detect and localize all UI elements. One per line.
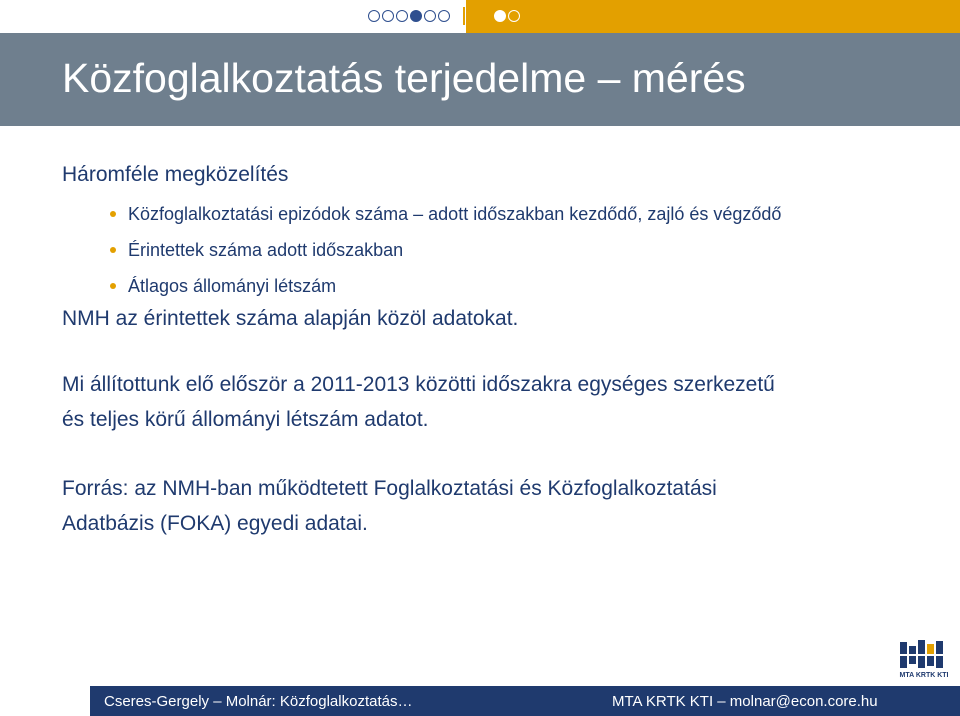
- slide-nav-dot-1[interactable]: [368, 10, 380, 22]
- bullet-icon: [110, 247, 116, 253]
- section-navigation-bar: [466, 0, 960, 33]
- section-navigation[interactable]: [494, 8, 520, 24]
- list-item-text: Átlagos állományi létszám: [128, 276, 337, 296]
- logo-text: MTA KRTK KTI: [899, 672, 949, 679]
- section-nav-dot-2[interactable]: [508, 10, 520, 22]
- slide-nav-dot-3[interactable]: [396, 10, 408, 22]
- bullet-icon: [110, 211, 116, 217]
- top-navigation-bar: [0, 0, 960, 33]
- footer-notch: [0, 686, 90, 716]
- institute-logo: [898, 638, 950, 680]
- slide-nav-dot-5[interactable]: [424, 10, 436, 22]
- slide-nav-dot-4-current[interactable]: [410, 10, 422, 22]
- bullet-icon: [110, 283, 116, 289]
- approach-list: [110, 196, 781, 304]
- logo-icon: [898, 638, 950, 672]
- footer-bar: [0, 686, 960, 716]
- nav-divider: [463, 7, 465, 25]
- slide-nav-dot-2[interactable]: [382, 10, 394, 22]
- nmh-statement: NMH az érintettek száma alapján közöl adatokat.: [62, 307, 519, 330]
- paragraph-line-1: Mi állítottunk elő először a 2011-2013 közötti időszakra egységes szerkezetű: [62, 373, 775, 396]
- title-bar: [0, 33, 960, 126]
- slide-title: Közfoglalkoztatás terjedelme – mérés: [62, 55, 746, 101]
- section-nav-dot-1-current[interactable]: [494, 10, 506, 22]
- slide-nav-dot-6[interactable]: [438, 10, 450, 22]
- list-item: [110, 268, 781, 304]
- source-line-2: Adatbázis (FOKA) egyedi adatai.: [62, 512, 368, 535]
- source-line-1: Forrás: az NMH-ban működtetett Foglalkoztatási és Közfoglalkoztatási: [62, 477, 717, 500]
- list-item-text: Érintettek száma adott időszakban: [128, 240, 404, 260]
- slide-navigation[interactable]: [368, 8, 450, 24]
- list-item-text: Közfoglalkoztatási epizódok száma – adott időszakban kezdődő, zajló és végződő: [128, 204, 782, 224]
- paragraph-line-2: és teljes körű állományi létszám adatot.: [62, 408, 429, 431]
- intro-text: Háromféle megközelítés: [62, 163, 289, 186]
- footer-contact: MTA KRTK KTI – molnar@econ.core.hu: [612, 693, 878, 710]
- list-item: [110, 232, 781, 268]
- list-item: [110, 196, 781, 232]
- footer-author: Cseres-Gergely – Molnár: Közfoglalkoztatás…: [104, 693, 413, 710]
